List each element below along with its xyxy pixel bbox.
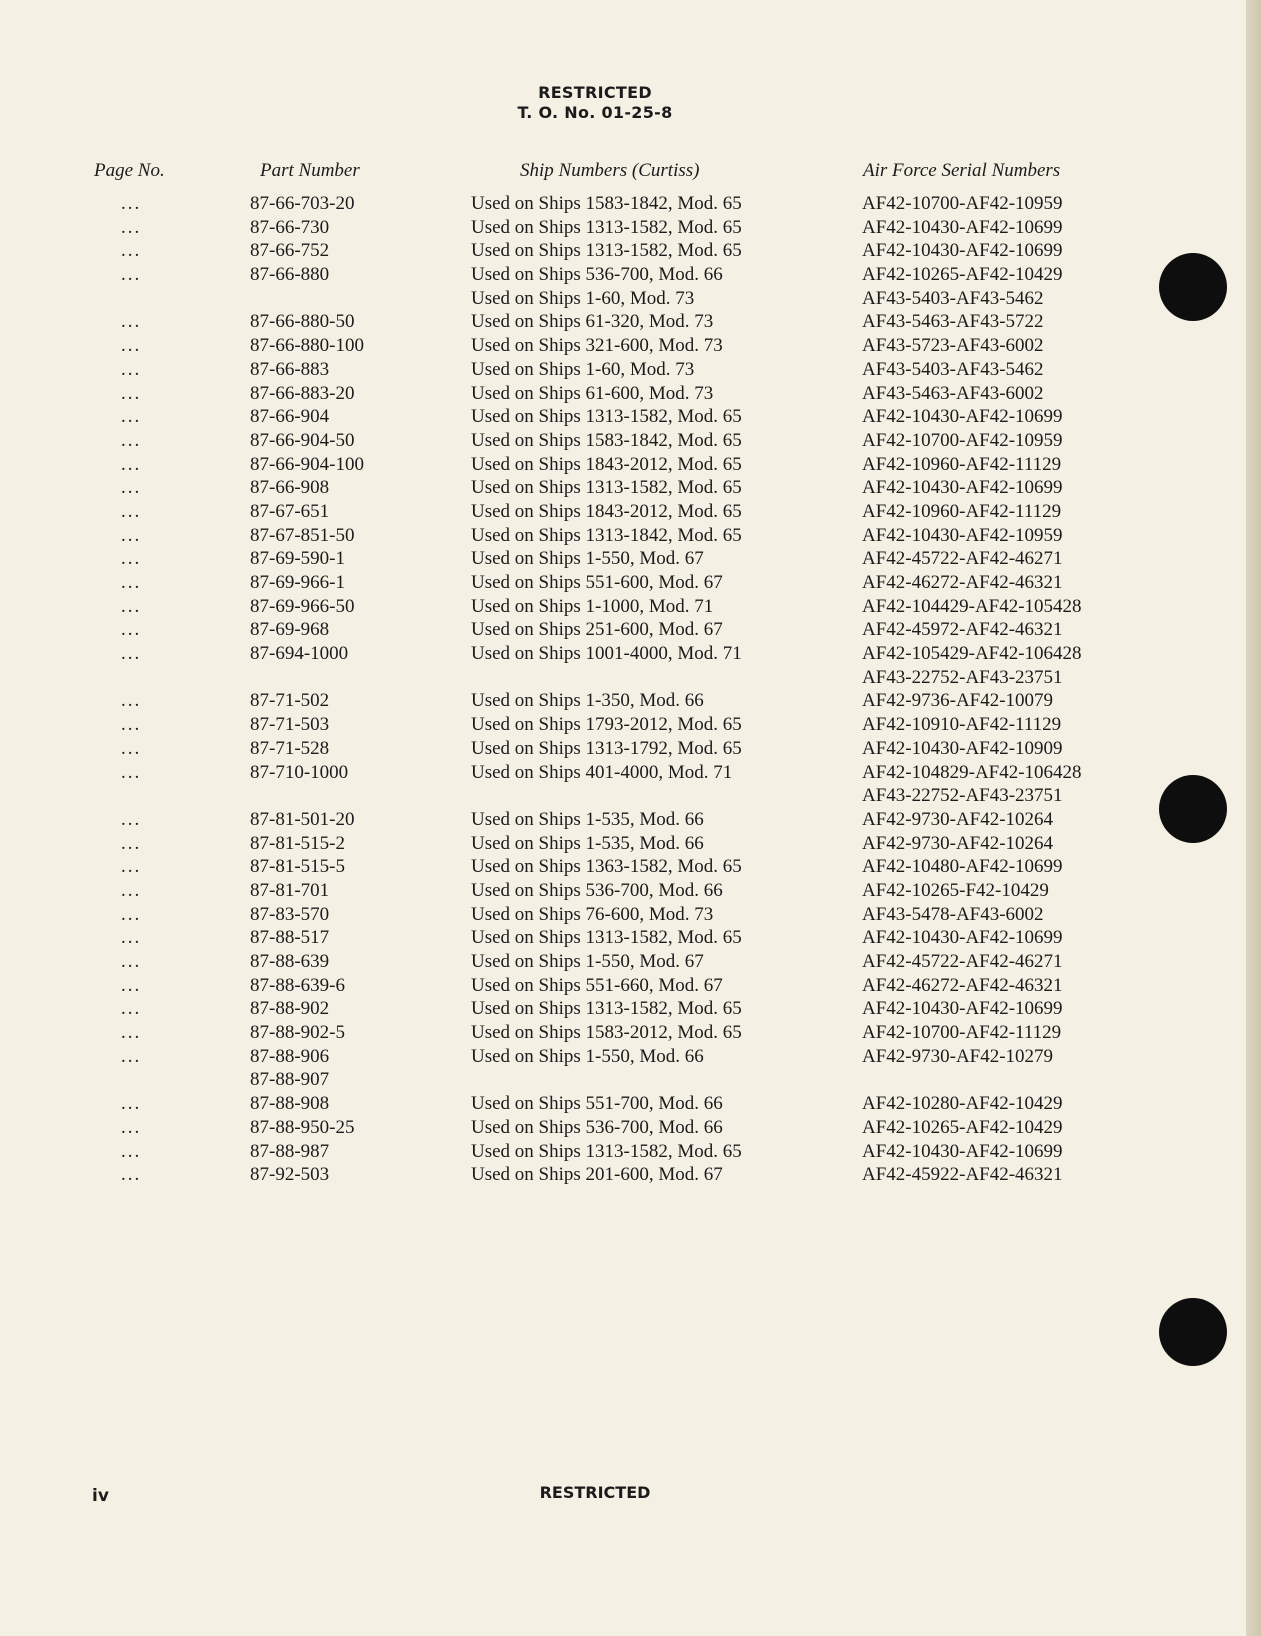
af-serial-numbers: AF43-5403-AF43-5462 <box>862 287 1044 309</box>
part-number: 87-71-528 <box>250 737 330 759</box>
part-number: 87-66-730 <box>250 216 330 238</box>
ship-numbers: Used on Ships 1-535, Mod. 66 <box>471 808 704 830</box>
page-ref-dots: ... <box>121 643 142 665</box>
af-serial-numbers: AF42-10265-AF42-10429 <box>862 264 1063 286</box>
table-row <box>0 833 1246 857</box>
ship-numbers: Used on Ships 1-550, Mod. 67 <box>471 951 704 972</box>
ship-numbers: Used on Ships 551-700, Mod. 66 <box>471 1093 723 1115</box>
ship-numbers: Used on Ships 1-60, Mod. 73 <box>471 358 695 380</box>
parts-table <box>0 193 1246 1188</box>
table-row <box>0 1093 1246 1117</box>
part-number: 87-81-701 <box>250 879 330 901</box>
af-serial-numbers: AF42-45722-AF42-46271 <box>862 548 1063 570</box>
table-row <box>0 762 1246 786</box>
part-number: 87-66-752 <box>250 240 330 262</box>
part-number: 87-66-904 <box>250 406 330 428</box>
part-number: 87-69-590-1 <box>250 548 345 570</box>
af-serial-numbers: AF42-9730-AF42-10264 <box>862 808 1054 830</box>
part-number: 87-66-883 <box>250 358 330 380</box>
page-ref-dots: ... <box>121 1164 142 1186</box>
page-ref-dots: ... <box>121 572 142 593</box>
part-number: 87-66-703-20 <box>250 193 355 214</box>
table-row <box>0 998 1246 1022</box>
page-ref-dots: ... <box>121 1045 142 1067</box>
page-ref-dots: ... <box>121 998 142 1020</box>
af-serial-numbers: AF42-9730-AF42-10264 <box>862 832 1054 854</box>
ship-numbers: Used on Ships 1363-1582, Mod. 65 <box>471 856 742 878</box>
table-row <box>0 311 1246 335</box>
page-ref-dots: ... <box>121 1116 142 1138</box>
table-row <box>0 193 1246 217</box>
page-ref-dots: ... <box>121 406 142 428</box>
af-serial-numbers: AF42-10960-AF42-11129 <box>862 453 1062 475</box>
ship-numbers: Used on Ships 76-600, Mod. 73 <box>471 903 714 925</box>
page-ref-dots: ... <box>121 1140 142 1162</box>
af-serial-numbers: AF42-10430-AF42-10699 <box>862 927 1063 949</box>
part-number: 87-67-851-50 <box>250 524 355 546</box>
table-row <box>0 596 1246 620</box>
ship-numbers: Used on Ships 61-320, Mod. 73 <box>471 311 714 333</box>
binder-hole <box>1159 1298 1227 1366</box>
af-serial-numbers: AF42-10430-AF42-10699 <box>862 998 1063 1020</box>
part-number: 87-88-950-25 <box>250 1116 355 1138</box>
page-ref-dots: ... <box>121 453 142 475</box>
ship-numbers: Used on Ships 1-350, Mod. 66 <box>471 690 704 712</box>
table-row <box>0 240 1246 264</box>
ship-numbers: Used on Ships 251-600, Mod. 67 <box>471 619 723 641</box>
af-serial-numbers: AF42-10430-AF42-10699 <box>862 1140 1063 1162</box>
ship-numbers: Used on Ships 1-535, Mod. 66 <box>471 832 704 854</box>
part-number: 87-88-639-6 <box>250 974 345 996</box>
ship-numbers: Used on Ships 1-550, Mod. 66 <box>471 1045 704 1067</box>
ship-numbers: Used on Ships 1583-1842, Mod. 65 <box>471 429 742 451</box>
af-serial-numbers: AF43-5463-AF43-5722 <box>862 311 1044 333</box>
table-row <box>0 1164 1246 1188</box>
part-number: 87-69-966-50 <box>250 595 355 617</box>
header-classification: RESTRICTED <box>538 83 652 102</box>
page-ref-dots: ... <box>121 808 142 830</box>
af-serial-numbers: AF42-9730-AF42-10279 <box>862 1045 1054 1067</box>
part-number: 87-66-883-20 <box>250 382 355 404</box>
af-serial-numbers: AF43-22752-AF43-23751 <box>862 785 1063 807</box>
part-number: 87-88-987 <box>250 1140 330 1162</box>
part-number: 87-694-1000 <box>250 643 349 665</box>
ship-numbers: Used on Ships 536-700, Mod. 66 <box>471 879 723 901</box>
table-row <box>0 951 1246 975</box>
page-ref-dots: ... <box>121 856 142 878</box>
part-number: 87-81-501-20 <box>250 808 355 830</box>
table-row <box>0 383 1246 407</box>
table-row <box>0 643 1246 667</box>
af-serial-numbers: AF43-5463-AF43-6002 <box>862 382 1044 404</box>
ship-numbers: Used on Ships 1313-1842, Mod. 65 <box>471 524 742 546</box>
page-ref-dots: ... <box>121 500 142 522</box>
af-serial-numbers: AF42-45972-AF42-46321 <box>862 619 1063 641</box>
af-serial-numbers: AF43-22752-AF43-23751 <box>862 666 1063 688</box>
ship-numbers: Used on Ships 1793-2012, Mod. 65 <box>471 714 742 736</box>
af-serial-numbers: AF43-5723-AF43-6002 <box>862 335 1044 357</box>
af-serial-numbers: AF43-5403-AF43-5462 <box>862 358 1044 380</box>
table-row <box>0 714 1246 738</box>
af-serial-numbers: AF42-10430-AF42-10909 <box>862 737 1063 759</box>
part-number: 87-83-570 <box>250 903 330 925</box>
binder-hole <box>1159 253 1227 321</box>
ship-numbers: Used on Ships 1313-1582, Mod. 65 <box>471 998 742 1020</box>
table-row <box>0 975 1246 999</box>
part-number: 87-88-639 <box>250 951 330 972</box>
af-serial-numbers: AF42-10280-AF42-10429 <box>862 1093 1063 1115</box>
ship-numbers: Used on Ships 1313-1582, Mod. 65 <box>471 406 742 428</box>
ship-numbers: Used on Ships 1313-1582, Mod. 65 <box>471 216 742 238</box>
table-row <box>0 1022 1246 1046</box>
ship-numbers: Used on Ships 1313-1792, Mod. 65 <box>471 737 742 759</box>
af-serial-numbers: AF42-10265-F42-10429 <box>862 879 1049 901</box>
table-row <box>0 548 1246 572</box>
part-number: 87-71-503 <box>250 714 330 736</box>
af-serial-numbers: AF43-5478-AF43-6002 <box>862 903 1044 925</box>
af-serial-numbers: AF42-10700-AF42-10959 <box>862 429 1063 451</box>
table-row <box>0 738 1246 762</box>
table-row <box>0 359 1246 383</box>
af-serial-numbers: AF42-105429-AF42-106428 <box>862 643 1082 665</box>
page-ref-dots: ... <box>121 382 142 404</box>
ship-numbers: Used on Ships 1-1000, Mod. 71 <box>471 595 714 617</box>
af-serial-numbers: AF42-10430-AF42-10699 <box>862 216 1063 238</box>
page-ref-dots: ... <box>121 335 142 357</box>
page-ref-dots: ... <box>121 216 142 238</box>
ship-numbers: Used on Ships 1001-4000, Mod. 71 <box>471 643 742 665</box>
column-header-part: Part Number <box>260 160 360 181</box>
table-row <box>0 904 1246 928</box>
af-serial-numbers: AF42-46272-AF42-46321 <box>862 572 1063 593</box>
page-ref-dots: ... <box>121 690 142 712</box>
page-ref-dots: ... <box>121 429 142 451</box>
ship-numbers: Used on Ships 1313-1582, Mod. 65 <box>471 927 742 949</box>
binder-hole <box>1159 775 1227 843</box>
af-serial-numbers: AF42-9736-AF42-10079 <box>862 690 1054 712</box>
af-serial-numbers: AF42-10480-AF42-10699 <box>862 856 1063 878</box>
af-serial-numbers: AF42-104429-AF42-105428 <box>862 595 1082 617</box>
part-number: 87-66-908 <box>250 477 330 499</box>
page-ref-dots: ... <box>121 358 142 380</box>
page-ref-dots: ... <box>121 548 142 570</box>
page-ref-dots: ... <box>121 927 142 949</box>
page-ref-dots: ... <box>121 737 142 759</box>
af-serial-numbers: AF42-10700-AF42-10959 <box>862 193 1063 214</box>
page-edge <box>1246 0 1261 1636</box>
table-row <box>0 1141 1246 1165</box>
table-row <box>0 454 1246 478</box>
af-serial-numbers: AF42-10700-AF42-11129 <box>862 1022 1062 1044</box>
footer-classification: RESTRICTED <box>539 1483 651 1502</box>
page-ref-dots: ... <box>121 879 142 901</box>
ship-numbers: Used on Ships 551-600, Mod. 67 <box>471 572 723 593</box>
table-row <box>0 1069 1246 1093</box>
part-number: 87-66-880-100 <box>250 335 364 357</box>
ship-numbers: Used on Ships 551-660, Mod. 67 <box>471 974 723 996</box>
page-ref-dots: ... <box>121 761 142 783</box>
ship-numbers: Used on Ships 1583-2012, Mod. 65 <box>471 1022 742 1044</box>
ship-numbers: Used on Ships 61-600, Mod. 73 <box>471 382 714 404</box>
part-number: 87-88-906 <box>250 1045 330 1067</box>
page-ref-dots: ... <box>121 1093 142 1115</box>
part-number: 87-66-880-50 <box>250 311 355 333</box>
page-ref-dots: ... <box>121 311 142 333</box>
table-row <box>0 501 1246 525</box>
page-ref-dots: ... <box>121 903 142 925</box>
page-number: iv <box>92 1486 109 1506</box>
table-row <box>0 264 1246 288</box>
header-tech-order: T. O. No. 01-25-8 <box>517 103 673 122</box>
ship-numbers: Used on Ships 321-600, Mod. 73 <box>471 335 723 357</box>
af-serial-numbers: AF42-104829-AF42-106428 <box>862 761 1082 783</box>
ship-numbers: Used on Ships 536-700, Mod. 66 <box>471 1116 723 1138</box>
af-serial-numbers: AF42-45722-AF42-46271 <box>862 951 1063 972</box>
part-number: 87-66-880 <box>250 264 330 286</box>
page-ref-dots: ... <box>121 193 142 214</box>
ship-numbers: Used on Ships 1-550, Mod. 67 <box>471 548 704 570</box>
column-header-page: Page No. <box>94 160 165 181</box>
af-serial-numbers: AF42-45922-AF42-46321 <box>862 1164 1063 1186</box>
part-number: 87-88-908 <box>250 1093 330 1115</box>
column-header-ship: Ship Numbers (Curtiss) <box>520 160 700 181</box>
part-number: 87-67-651 <box>250 500 330 522</box>
part-number: 87-88-902 <box>250 998 330 1020</box>
page-ref-dots: ... <box>121 595 142 617</box>
part-number: 87-88-907 <box>250 1069 330 1091</box>
part-number: 87-71-502 <box>250 690 330 712</box>
ship-numbers: Used on Ships 1843-2012, Mod. 65 <box>471 453 742 475</box>
ship-numbers: Used on Ships 536-700, Mod. 66 <box>471 264 723 286</box>
page-ref-dots: ... <box>121 264 142 286</box>
ship-numbers: Used on Ships 1583-1842, Mod. 65 <box>471 193 742 214</box>
ship-numbers: Used on Ships 1313-1582, Mod. 65 <box>471 477 742 499</box>
column-header-af-serial: Air Force Serial Numbers <box>863 160 1061 181</box>
page-ref-dots: ... <box>121 951 142 972</box>
table-row <box>0 335 1246 359</box>
part-number: 87-69-966-1 <box>250 572 345 593</box>
ship-numbers: Used on Ships 1-60, Mod. 73 <box>471 287 695 309</box>
table-row <box>0 1117 1246 1141</box>
af-serial-numbers: AF42-10430-AF42-10699 <box>862 406 1063 428</box>
ship-numbers: Used on Ships 1843-2012, Mod. 65 <box>471 500 742 522</box>
table-row <box>0 406 1246 430</box>
af-serial-numbers: AF42-10430-AF42-10959 <box>862 524 1063 546</box>
part-number: 87-88-902-5 <box>250 1022 345 1044</box>
table-row <box>0 856 1246 880</box>
af-serial-numbers: AF42-10430-AF42-10699 <box>862 477 1063 499</box>
table-row <box>0 288 1246 312</box>
page-ref-dots: ... <box>121 619 142 641</box>
ship-numbers: Used on Ships 201-600, Mod. 67 <box>471 1164 723 1186</box>
part-number: 87-81-515-5 <box>250 856 345 878</box>
table-row <box>0 1046 1246 1070</box>
part-number: 87-88-517 <box>250 927 330 949</box>
page-ref-dots: ... <box>121 240 142 262</box>
page-ref-dots: ... <box>121 714 142 736</box>
ship-numbers: Used on Ships 401-4000, Mod. 71 <box>471 761 733 783</box>
af-serial-numbers: AF42-46272-AF42-46321 <box>862 974 1063 996</box>
part-number: 87-66-904-50 <box>250 429 355 451</box>
table-row <box>0 785 1246 809</box>
af-serial-numbers: AF42-10265-AF42-10429 <box>862 1116 1063 1138</box>
table-row <box>0 217 1246 241</box>
page-ref-dots: ... <box>121 832 142 854</box>
part-number: 87-69-968 <box>250 619 330 641</box>
af-serial-numbers: AF42-10960-AF42-11129 <box>862 500 1062 522</box>
table-row <box>0 690 1246 714</box>
table-row <box>0 525 1246 549</box>
table-row <box>0 667 1246 691</box>
part-number: 87-92-503 <box>250 1164 330 1186</box>
af-serial-numbers: AF42-10910-AF42-11129 <box>862 714 1062 736</box>
page-ref-dots: ... <box>121 524 142 546</box>
page-ref-dots: ... <box>121 1022 142 1044</box>
table-row <box>0 477 1246 501</box>
page-ref-dots: ... <box>121 974 142 996</box>
af-serial-numbers: AF42-10430-AF42-10699 <box>862 240 1063 262</box>
table-row <box>0 880 1246 904</box>
ship-numbers: Used on Ships 1313-1582, Mod. 65 <box>471 1140 742 1162</box>
ship-numbers: Used on Ships 1313-1582, Mod. 65 <box>471 240 742 262</box>
table-row <box>0 572 1246 596</box>
page-ref-dots: ... <box>121 477 142 499</box>
table-row <box>0 927 1246 951</box>
table-row <box>0 809 1246 833</box>
part-number: 87-710-1000 <box>250 761 349 783</box>
part-number: 87-66-904-100 <box>250 453 364 475</box>
table-row <box>0 619 1246 643</box>
table-row <box>0 430 1246 454</box>
part-number: 87-81-515-2 <box>250 832 345 854</box>
